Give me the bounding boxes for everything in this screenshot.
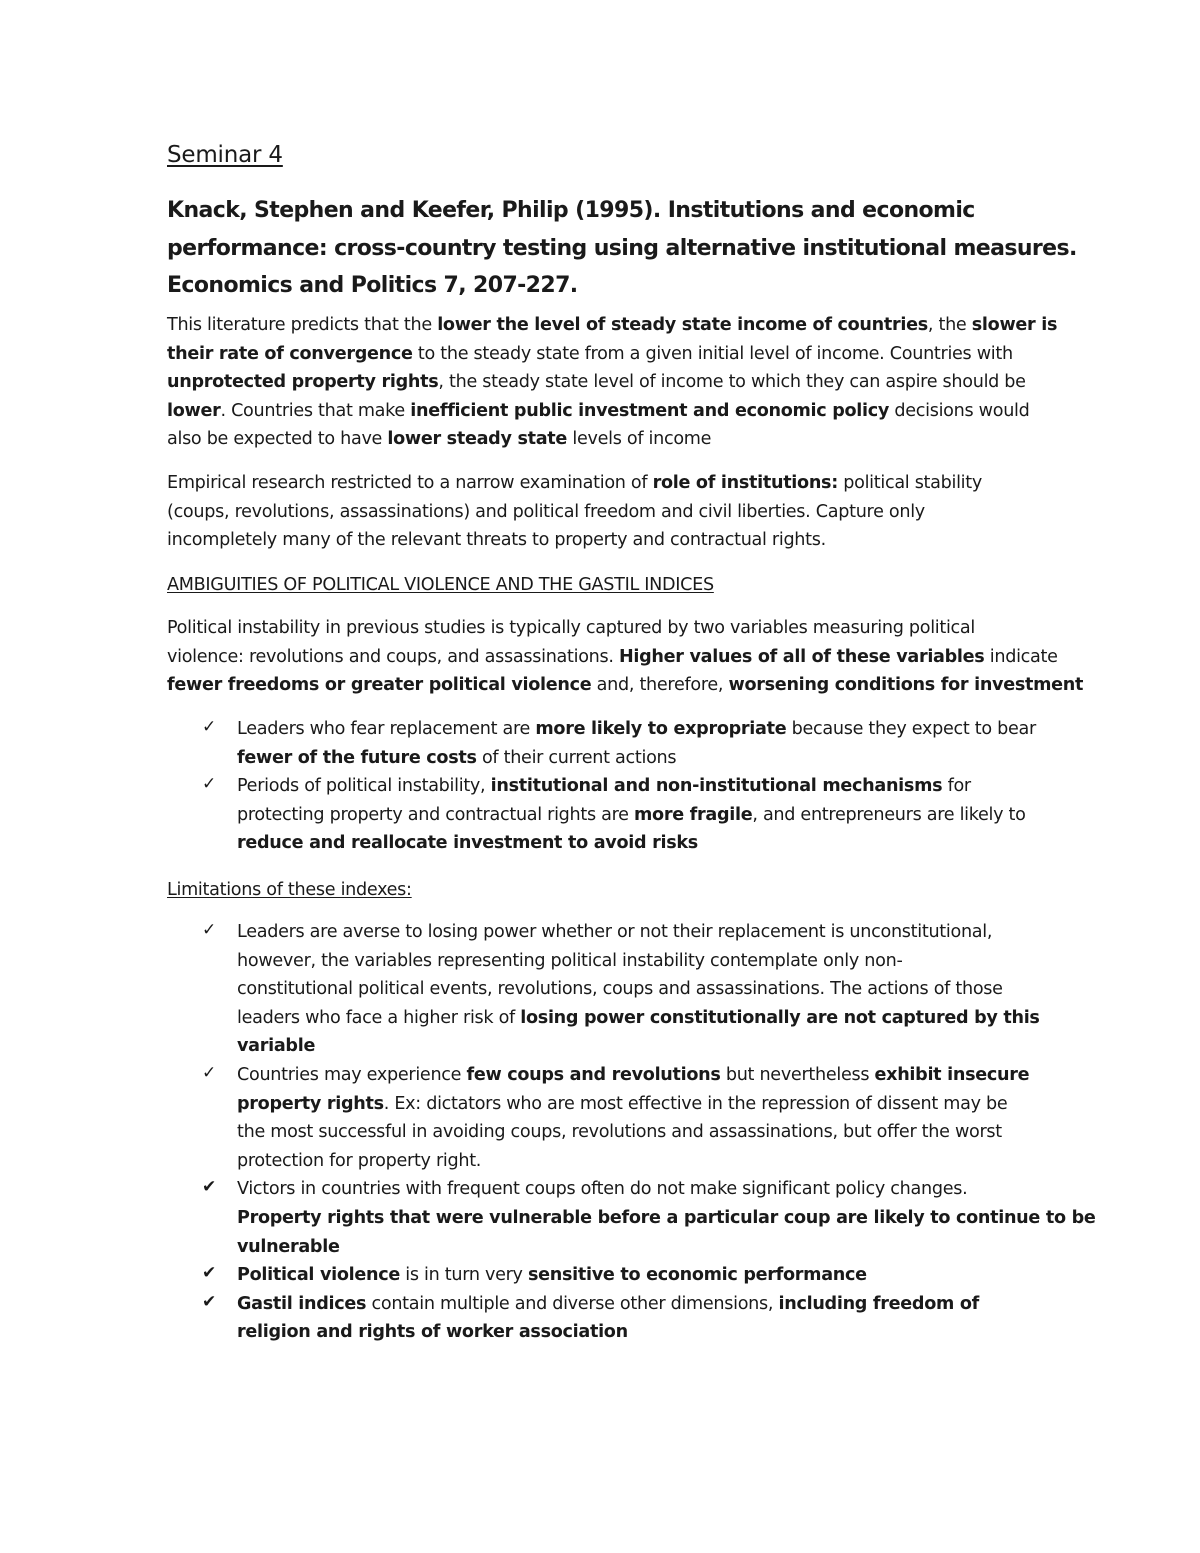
list-item <box>167 772 1047 858</box>
text-run: of their current actions <box>476 747 677 768</box>
text-line <box>167 469 1047 498</box>
text-run: Periods of political instability, <box>237 776 491 797</box>
bold-text-run: sensitive to economic performance <box>527 1265 867 1286</box>
text-line <box>237 1032 1047 1061</box>
section-heading-ambiguities <box>167 571 1047 600</box>
checkmark-icon: ✓ <box>202 774 216 795</box>
list-item <box>167 1261 1047 1290</box>
citation-line: performance: cross-country testing using alternative institutional measures. <box>167 235 1077 261</box>
list-item <box>167 918 1047 1061</box>
bold-text-run: Higher values of all of these variables <box>618 646 985 667</box>
heading-text: Limitations of these indexes: <box>167 880 412 900</box>
text-line <box>237 744 1047 773</box>
text-line: (coups, revolutions, assassinations) and political freedom and civil liberties. Capture only <box>167 501 925 522</box>
text-line <box>237 1204 1096 1233</box>
bold-text-run: Gastil indices <box>237 1293 367 1314</box>
bold-text-run: lower the level of steady state income of countries <box>437 315 928 335</box>
text-run: leaders who face a higher risk of <box>237 1007 521 1028</box>
text-run: is in turn very <box>399 1265 528 1286</box>
text-run: . Ex: dictators who are most effective in the repression of dissent may be <box>383 1093 1008 1114</box>
text-line <box>167 671 1084 700</box>
text-run: , and entrepreneurs are likely to <box>752 804 1026 825</box>
bold-text-run: fewer of the future costs <box>237 747 477 768</box>
bold-text-run: religion and rights of worker association <box>237 1322 628 1343</box>
section-heading-limitations <box>167 876 1047 905</box>
text-line <box>167 340 1047 369</box>
text-run: but nevertheless <box>720 1064 875 1085</box>
text-line: Leaders are averse to losing power whether or not their replacement is unconstitutional, <box>237 922 993 942</box>
text-run: Countries may experience <box>237 1064 467 1085</box>
bold-text-run: slower is <box>971 315 1058 335</box>
text-line <box>237 772 1047 801</box>
text-line <box>167 397 1047 426</box>
bold-text-run: including freedom of <box>778 1293 979 1314</box>
bold-text-run: inefficient public investment and economic policy <box>410 400 890 421</box>
text-line: however, the variables representing political instability contemplate only non- <box>237 950 903 971</box>
text-line: Political instability in previous studies is typically captured by two variables measuring political <box>167 618 975 638</box>
bold-text-run: variable <box>237 1036 316 1057</box>
citation-line: Economics and Politics 7, 207-227. <box>167 273 578 298</box>
text-line <box>237 829 1047 858</box>
bold-text-run: more likely to expropriate <box>535 719 787 739</box>
checkmark-icon: ✓ <box>202 920 216 940</box>
text-run: . Countries that make <box>220 400 411 421</box>
paragraph-empirical-research <box>167 469 1047 555</box>
text-line <box>167 311 1058 340</box>
bold-text-run: property rights <box>237 1093 384 1114</box>
paragraph-political-instability <box>167 614 1084 700</box>
checkmark-icon: ✔ <box>202 1291 216 1312</box>
text-run: and, therefore, <box>591 675 729 696</box>
checkmark-icon: ✓ <box>202 717 216 737</box>
text-run: , the steady state level of income to which they can aspire should be <box>438 372 1026 393</box>
text-line: the most successful in avoiding coups, revolutions and assassinations, but offer the worst <box>237 1122 1002 1143</box>
citation-heading <box>167 192 1077 305</box>
text-run: decisions would <box>889 400 1030 421</box>
text-run: Empirical research restricted to a narrow examination of <box>167 473 653 493</box>
bold-text-run: fewer freedoms or greater political violence <box>167 675 592 696</box>
bold-text-run: exhibit insecure <box>874 1064 1030 1085</box>
text-line: incompletely many of the relevant threats to property and contractual rights. <box>167 530 826 551</box>
bold-text-run: reduce and reallocate investment to avoid risks <box>237 833 698 854</box>
text-run: political stability <box>837 473 982 493</box>
text-run: to the steady state from a given initial level of income. Countries with <box>412 343 1013 364</box>
text-run: contain multiple and diverse other dimensions, <box>366 1293 779 1314</box>
text-run: for <box>942 776 971 797</box>
text-line <box>237 1290 1047 1319</box>
text-line <box>237 1261 1047 1290</box>
checkmark-icon: ✓ <box>202 1062 216 1083</box>
checkmark-icon: ✔ <box>202 1177 216 1198</box>
text-run: violence: revolutions and coups, and assassinations. <box>167 646 619 667</box>
bullet-list-instability-effects <box>167 715 1047 858</box>
text-line <box>237 1233 1047 1262</box>
bold-text-run: lower steady state <box>387 429 568 450</box>
text-line <box>237 1090 1047 1119</box>
list-item <box>167 715 1047 772</box>
text-run: because they expect to bear <box>786 719 1036 739</box>
text-line <box>167 643 1058 672</box>
bold-text-run: unprotected property rights <box>167 372 439 393</box>
text-line <box>237 1004 1047 1033</box>
bold-text-run: Political violence <box>237 1265 400 1286</box>
paragraph-steady-state <box>167 311 1058 454</box>
text-line: Victors in countries with frequent coups often do not make significant policy changes. <box>237 1179 968 1200</box>
text-line <box>167 425 1047 454</box>
text-run: protecting property and contractual rights are <box>237 804 634 825</box>
citation-line: Knack, Stephen and Keefer, Philip (1995). Institutions and economic <box>167 198 975 223</box>
bold-text-run: lower <box>167 400 221 421</box>
text-line: protection for property right. <box>237 1150 482 1171</box>
text-run: indicate <box>984 646 1058 667</box>
list-item <box>167 1175 1096 1261</box>
bold-text-run: few coups and revolutions <box>466 1064 721 1085</box>
text-run: levels of income <box>567 429 712 450</box>
bold-text-run: role of institutions: <box>652 473 838 493</box>
text-run: Leaders who fear replacement are <box>237 719 536 739</box>
bold-text-run: institutional and non-institutional mechanisms <box>490 776 943 797</box>
text-line <box>237 1061 1047 1090</box>
text-line <box>237 1318 1047 1347</box>
checkmark-icon: ✔ <box>202 1263 216 1284</box>
text-line <box>237 715 1047 744</box>
list-item <box>167 1061 1047 1175</box>
text-line <box>237 801 1047 830</box>
text-run: This literature predicts that the <box>167 315 438 335</box>
bold-text-run: their rate of convergence <box>167 343 413 364</box>
bullet-list-limitations <box>167 918 1096 1347</box>
bold-text-run: vulnerable <box>237 1236 340 1257</box>
list-item <box>167 1290 1047 1347</box>
text-run: also be expected to have <box>167 429 388 450</box>
text-line: constitutional political events, revolutions, coups and assassinations. The actions of those <box>237 979 1003 1000</box>
text-line <box>167 368 1047 397</box>
bold-text-run: losing power constitutionally are not captured by this <box>520 1007 1040 1028</box>
heading-text: AMBIGUITIES OF POLITICAL VIOLENCE AND THE GASTIL INDICES <box>167 575 714 595</box>
bold-text-run: more fragile <box>634 804 753 825</box>
page-title: Seminar 4 <box>167 142 283 168</box>
bold-text-run: Property rights that were vulnerable before a particular coup are likely to continue to be <box>237 1207 1096 1228</box>
bold-text-run: worsening conditions for investment <box>728 675 1084 696</box>
text-run: , the <box>927 315 972 335</box>
